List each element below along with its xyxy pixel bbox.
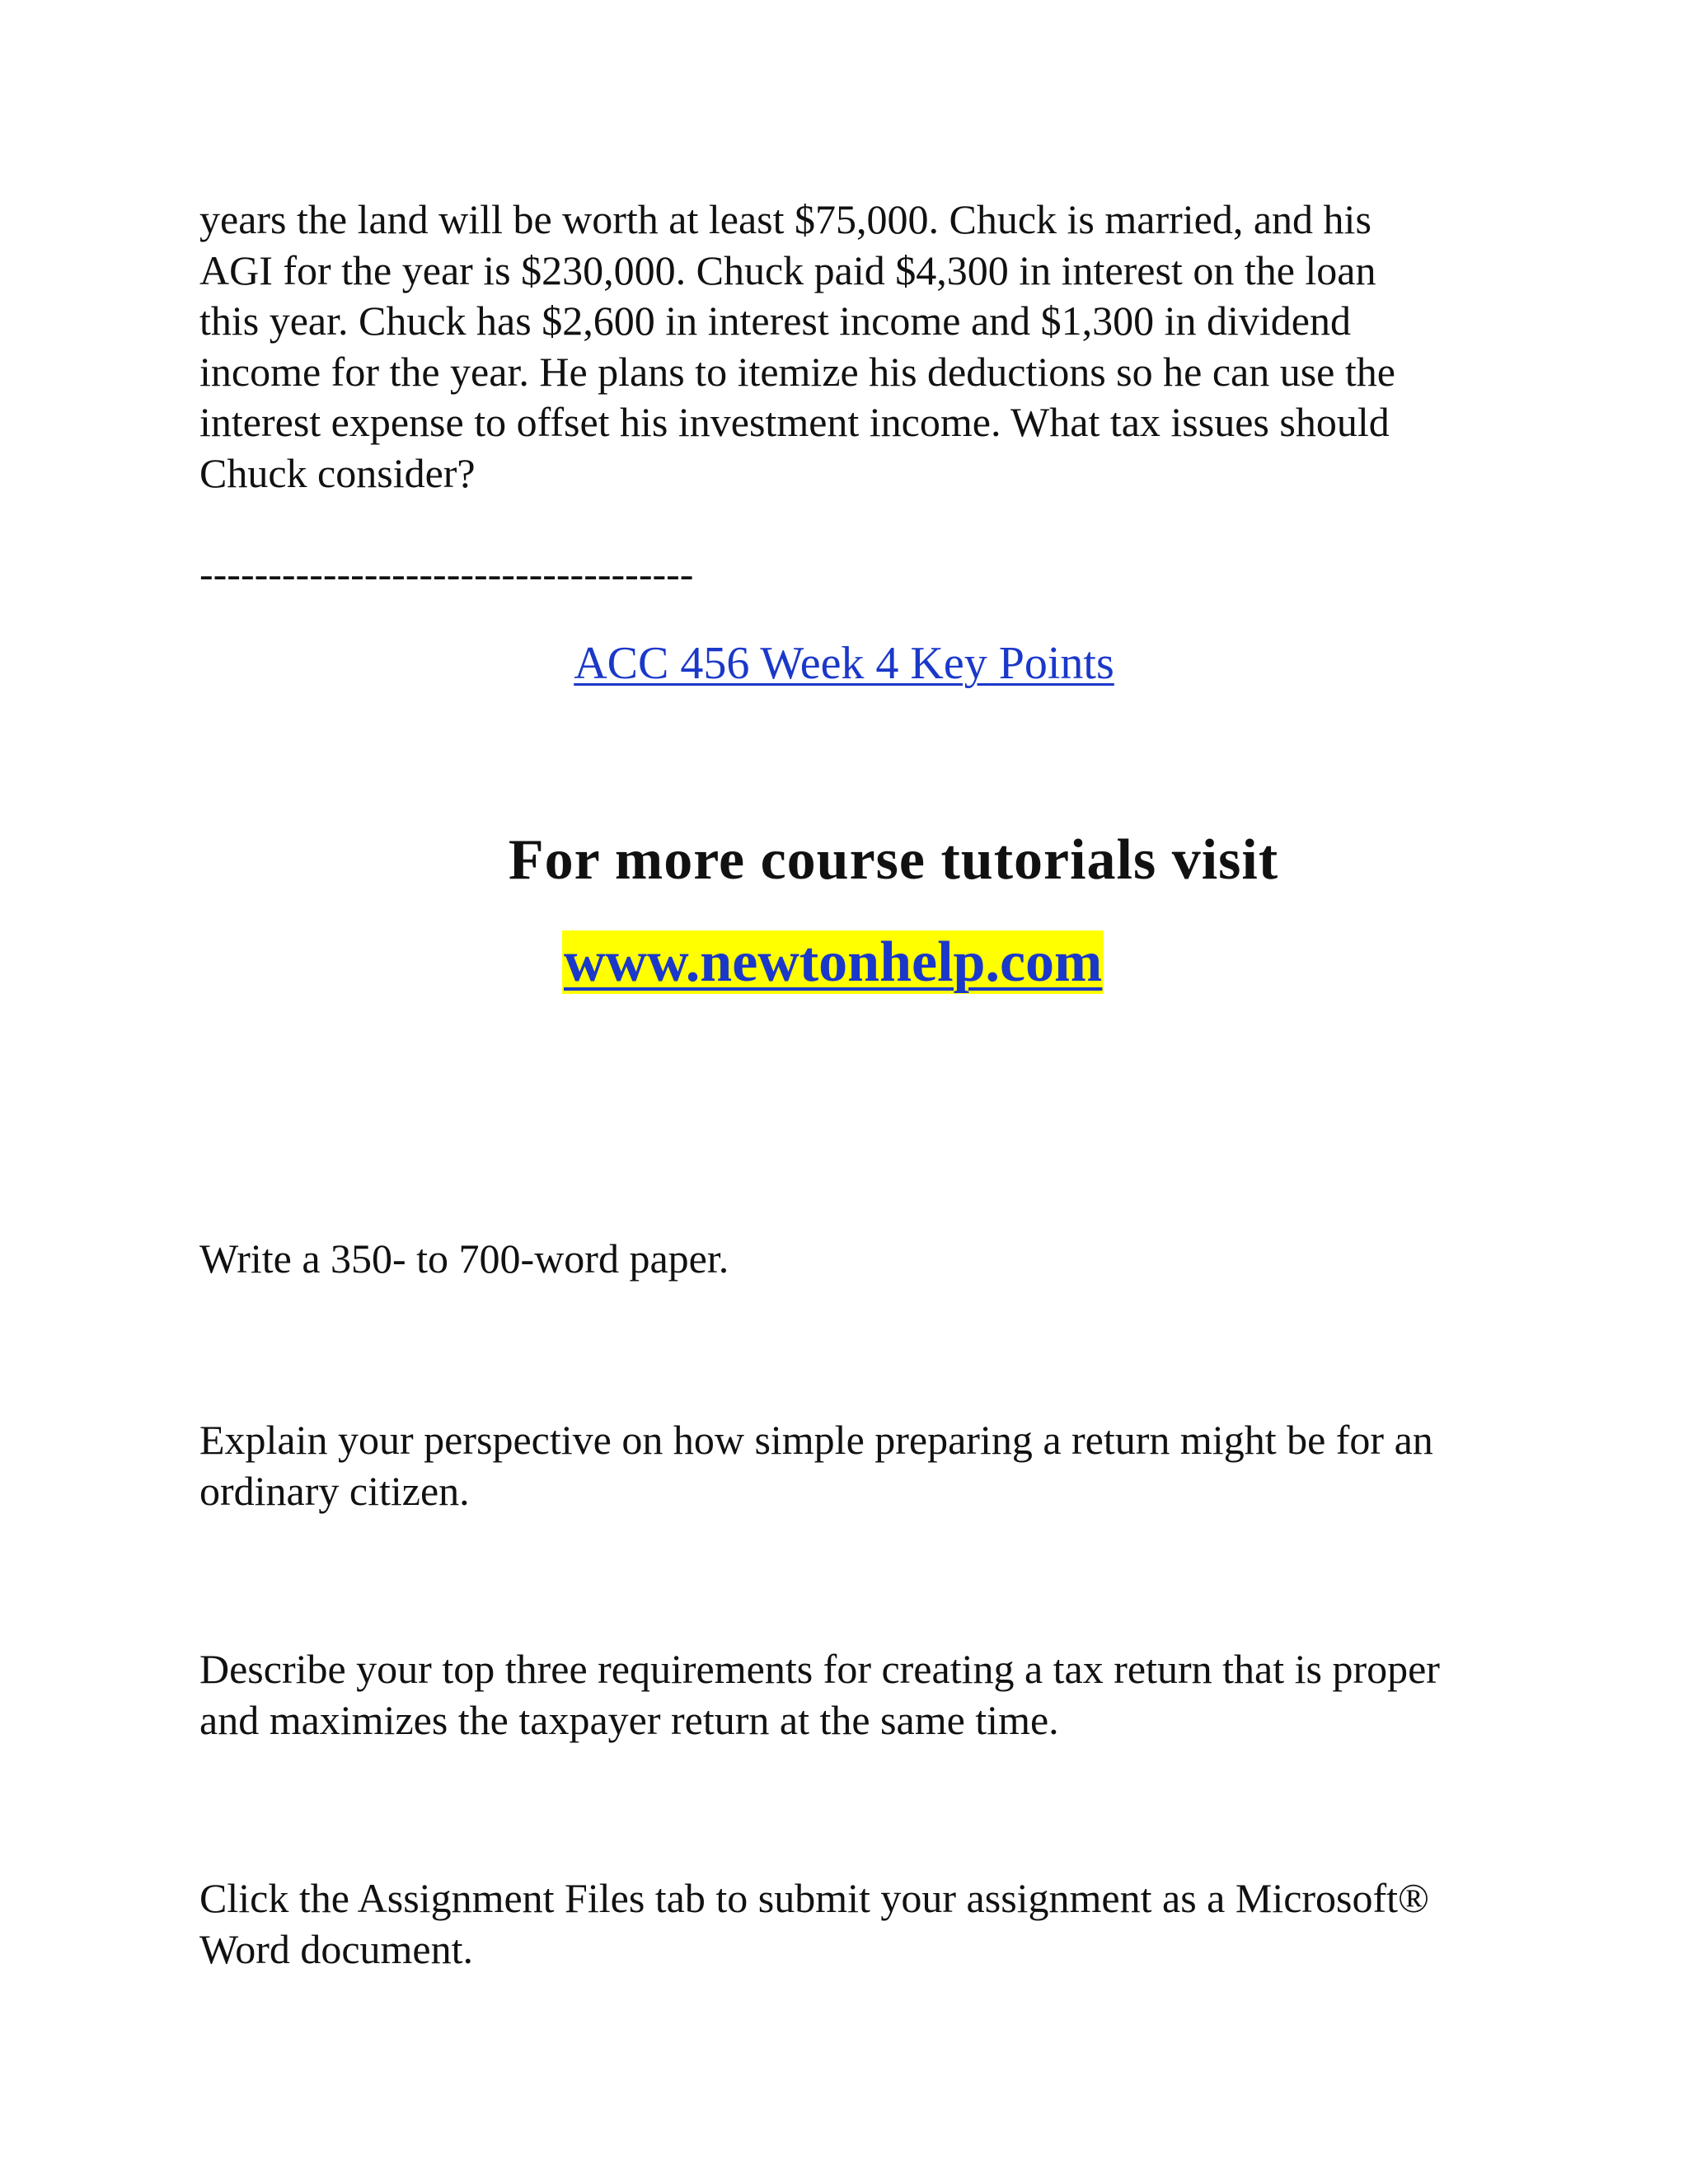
newtonhelp-link[interactable]: www.newtonhelp.com (564, 930, 1103, 994)
paragraph-submit-instructions: Click the Assignment Files tab to submit your assignment as a Microsoft® Word document. (199, 1875, 1430, 1972)
intro-paragraph: years the land will be worth at least $75,000. Chuck is married, and his AGI for the year is $230,000. Chuck paid $4,300 in interest on the loan this year. Chuck has $2,600 in interest income and $1,300 in dividend income for the year. He plans to itemize his deductions so he can use the interest expense to offset his investment income. What tax issues should Chuck consider? (199, 196, 1395, 496)
promo-url-container (562, 928, 1104, 997)
section-link-container (0, 635, 1688, 692)
paragraph-describe-requirements: Describe your top three requirements for creating a tax return that is proper and maximizes the taxpayer return at the same time. (199, 1646, 1440, 1743)
paragraph-word-count: Write a 350- to 700-word paper. (199, 1235, 729, 1282)
paragraph-explain-perspective: Explain your perspective on how simple preparing a return might be for an ordinary citizen. (199, 1417, 1433, 1514)
dashed-separator: ------------------------------------ (199, 551, 694, 597)
acc-456-week-4-key-points-link[interactable]: ACC 456 Week 4 Key Points (574, 638, 1114, 689)
promo-heading: For more course tutorials visit (508, 828, 1279, 892)
